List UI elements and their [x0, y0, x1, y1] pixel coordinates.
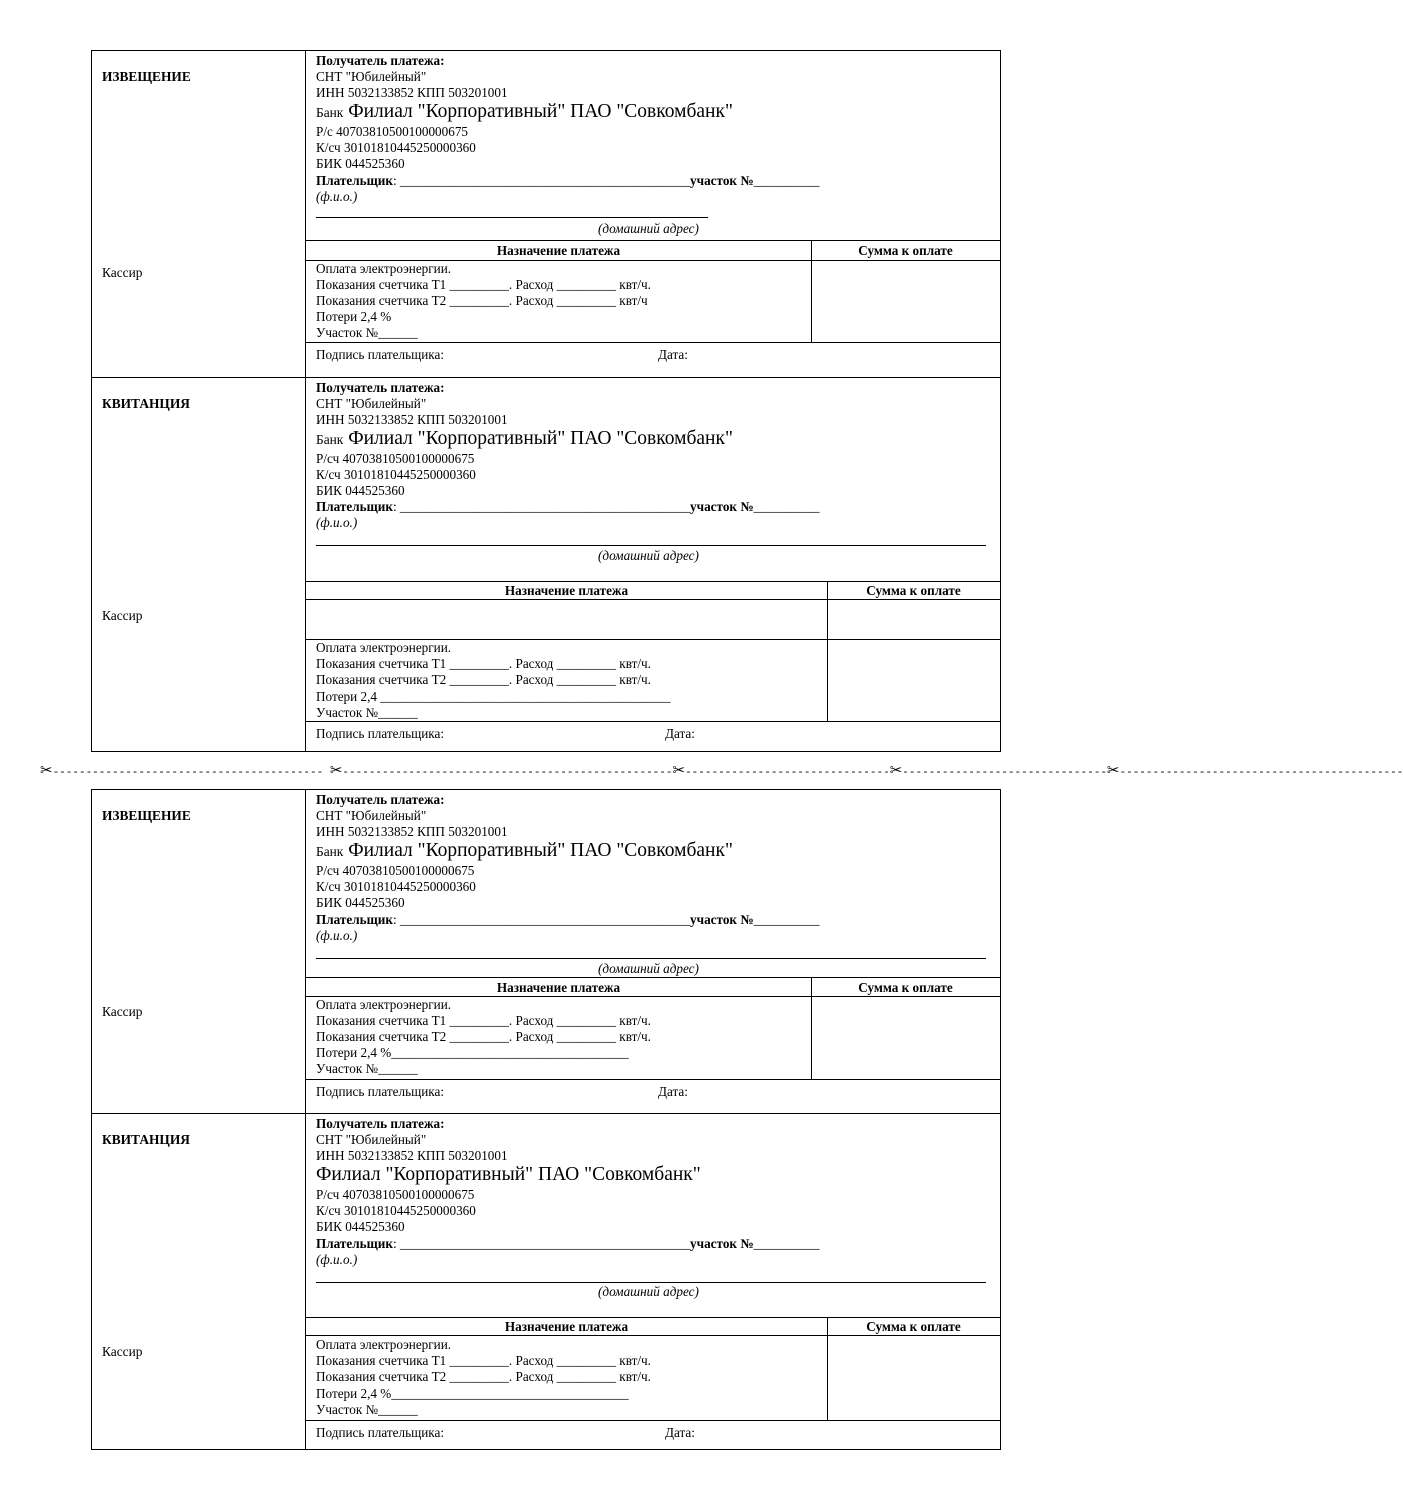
plot-number[interactable]: Участок №______	[316, 1402, 418, 1417]
electricity-text: Оплата электроэнергии.	[316, 1337, 452, 1352]
address-field[interactable]	[316, 958, 986, 959]
recipient-name: СНТ "Юбилейный"	[316, 1132, 427, 1147]
losses-text[interactable]: Потери 2,4 %____________________________________	[316, 1045, 629, 1060]
bank-line	[316, 101, 733, 124]
signature-row	[306, 721, 1000, 751]
notice-title: ИЗВЕЩЕНИЕ	[102, 808, 191, 823]
scissors-icon: ✂	[329, 761, 343, 779]
cashier-label: Кассир	[102, 608, 143, 623]
recipient-label: Получатель платежа:	[316, 792, 445, 807]
bank-line	[316, 840, 733, 863]
fio-caption: (ф.и.о.)	[316, 928, 358, 943]
plot-blank: __________	[753, 173, 820, 188]
address-caption: (домашний адрес)	[598, 221, 699, 236]
cashier-label: Кассир	[102, 1004, 143, 1019]
meter-t2[interactable]: Показания счетчика Т2 _________. Расход _________ квт/ч.	[316, 672, 651, 687]
column-separator	[827, 582, 828, 721]
bank-prefix: Банк	[316, 844, 344, 859]
plot-label: участок №	[690, 912, 754, 927]
inn-kpp: ИНН 5032133852 КПП 503201001	[316, 85, 508, 100]
address-field[interactable]	[316, 217, 708, 218]
payment-form-1	[91, 50, 1001, 752]
address-field[interactable]	[316, 545, 986, 546]
bank-line	[316, 428, 733, 451]
payer-label: Плательщик	[316, 499, 393, 514]
amount-header: Сумма к оплате	[858, 980, 953, 995]
payment-table	[306, 581, 1000, 721]
payer-line[interactable]	[316, 499, 820, 515]
payment-table	[306, 240, 1000, 342]
plot-number[interactable]: Участок №______	[316, 1061, 418, 1076]
notice-details	[306, 790, 1000, 1113]
meter-t2[interactable]: Показания счетчика Т2 _________. Расход _________ квт/ч.	[316, 1029, 651, 1044]
correspondent-account: К/сч 30101810445250000360	[316, 467, 476, 482]
receipt-title: КВИТАНЦИЯ	[102, 396, 190, 411]
payer-line[interactable]	[316, 1236, 820, 1252]
recipient-label: Получатель платежа:	[316, 380, 445, 395]
payment-form-2	[91, 789, 1001, 1450]
payer-line[interactable]	[316, 173, 820, 189]
correspondent-account: К/сч 30101810445250000360	[316, 140, 476, 155]
recipient-label: Получатель платежа:	[316, 53, 445, 68]
bank-prefix: Банк	[316, 105, 344, 120]
purpose-header: Назначение платежа	[496, 243, 621, 258]
meter-t1[interactable]: Показания счетчика Т1 _________. Расход _________ квт/ч.	[316, 1353, 651, 1368]
fio-caption: (ф.и.о.)	[316, 515, 358, 530]
purpose-header: Назначение платежа	[504, 583, 629, 598]
notice-title: ИЗВЕЩЕНИЕ	[102, 69, 191, 84]
scissors-icon: ✂	[672, 761, 686, 779]
scissors-icon: ✂	[889, 761, 903, 779]
correspondent-account: К/сч 30101810445250000360	[316, 879, 476, 894]
notice-details	[306, 51, 1000, 377]
signature-row	[306, 1079, 1000, 1114]
bank-name: Филиал "Корпоративный" ПАО "Совкомбанк"	[348, 101, 733, 122]
recipient-name: СНТ "Юбилейный"	[316, 808, 427, 823]
settlement-account: Р/сч 40703810500100000675	[316, 1187, 475, 1202]
recipient-label: Получатель платежа:	[316, 1116, 445, 1131]
correspondent-account: К/сч 30101810445250000360	[316, 1203, 476, 1218]
plot-blank: __________	[753, 912, 820, 927]
date-field[interactable]: Дата:	[665, 1425, 695, 1440]
recipient-name: СНТ "Юбилейный"	[316, 396, 427, 411]
receipt-details	[306, 378, 1000, 751]
fio-caption: (ф.и.о.)	[316, 189, 358, 204]
payer-signature[interactable]: Подпись плательщика:	[316, 347, 445, 362]
cut-dashes: -------------------------------	[685, 767, 890, 779]
meter-t2[interactable]: Показания счетчика Т2 _________. Расход _________ квт/ч	[316, 293, 648, 308]
recipient-name: СНТ "Юбилейный"	[316, 69, 427, 84]
payer-signature[interactable]: Подпись плательщика:	[316, 1084, 445, 1099]
plot-label: участок №	[690, 173, 754, 188]
payer-label: Плательщик	[316, 912, 393, 927]
receipt-title: КВИТАНЦИЯ	[102, 1132, 190, 1147]
payer-label: Плательщик	[316, 173, 393, 188]
payer-blank: : ____________________________________________	[392, 1236, 691, 1251]
losses-text[interactable]: Потери 2,4 ____________________________________________	[316, 689, 671, 704]
notice-section	[92, 790, 1000, 1114]
receipt-left-column	[92, 378, 306, 751]
meter-t2[interactable]: Показания счетчика Т2 _________. Расход _________ квт/ч.	[316, 1369, 651, 1384]
amount-header: Сумма к оплате	[866, 1319, 961, 1334]
meter-t1[interactable]: Показания счетчика Т1 _________. Расход _________ квт/ч.	[316, 1013, 651, 1028]
cut-dashes: -------------------------------------------	[1119, 767, 1403, 779]
settlement-account: Р/с 40703810500100000675	[316, 124, 469, 139]
cut-dashes: -------------------------------	[902, 767, 1107, 779]
date-field[interactable]: Дата:	[665, 726, 695, 741]
payer-signature[interactable]: Подпись плательщика:	[316, 726, 445, 741]
signature-row	[306, 342, 1000, 378]
amount-header: Сумма к оплате	[866, 583, 961, 598]
notice-section	[92, 51, 1000, 378]
bik: БИК 044525360	[316, 156, 405, 171]
losses-text[interactable]: Потери 2,4 %____________________________________	[316, 1386, 629, 1401]
receipt-details	[306, 1114, 1000, 1449]
fio-caption: (ф.и.о.)	[316, 1252, 358, 1267]
payment-table	[306, 977, 1000, 1079]
electricity-text: Оплата электроэнергии.	[316, 997, 452, 1012]
receipt-left-column	[92, 1114, 306, 1449]
meter-t1[interactable]: Показания счетчика Т1 _________. Расход _________ квт/ч.	[316, 277, 651, 292]
address-caption: (домашний адрес)	[598, 1284, 699, 1299]
plot-blank: __________	[753, 499, 820, 514]
purpose-header: Назначение платежа	[496, 980, 621, 995]
settlement-account: Р/сч 40703810500100000675	[316, 451, 475, 466]
inn-kpp: ИНН 5032133852 КПП 503201001	[316, 824, 508, 839]
cashier-label: Кассир	[102, 1344, 143, 1359]
settlement-account: Р/сч 40703810500100000675	[316, 863, 475, 878]
plot-label: участок №	[690, 499, 754, 514]
notice-left-column	[92, 790, 306, 1113]
bank-name: Филиал "Корпоративный" ПАО "Совкомбанк"	[348, 840, 733, 861]
payer-blank: : ____________________________________________	[392, 912, 691, 927]
payment-table	[306, 1317, 1000, 1420]
receipt-section	[92, 1114, 1000, 1449]
scissors-icon: ✂	[40, 761, 53, 779]
bik: БИК 044525360	[316, 1219, 405, 1234]
address-caption: (домашний адрес)	[598, 961, 699, 976]
electricity-text: Оплата электроэнергии.	[316, 640, 452, 655]
amount-header: Сумма к оплате	[858, 243, 953, 258]
bik: БИК 044525360	[316, 483, 405, 498]
cut-dashes: --------------------------------------------------	[342, 767, 673, 779]
bank-prefix: Банк	[316, 432, 344, 447]
bank-name: Филиал "Корпоративный" ПАО "Совкомбанк"	[348, 428, 733, 449]
plot-number[interactable]: Участок №______	[316, 325, 418, 340]
date-field[interactable]: Дата:	[658, 1084, 688, 1099]
payer-signature[interactable]: Подпись плательщика:	[316, 1425, 445, 1440]
plot-label: участок №	[690, 1236, 754, 1251]
electricity-text: Оплата электроэнергии.	[316, 261, 452, 276]
payer-label: Плательщик	[316, 1236, 393, 1251]
address-field[interactable]	[316, 1282, 986, 1283]
inn-kpp: ИНН 5032133852 КПП 503201001	[316, 412, 508, 427]
payer-blank: : ____________________________________________	[392, 173, 691, 188]
cut-line	[40, 761, 1403, 779]
signature-row	[306, 1420, 1000, 1449]
payer-line[interactable]	[316, 912, 820, 928]
plot-blank: __________	[753, 1236, 820, 1251]
cut-dashes: -----------------------------------------	[52, 767, 324, 779]
date-field[interactable]: Дата:	[658, 347, 688, 362]
inn-kpp: ИНН 5032133852 КПП 503201001	[316, 1148, 508, 1163]
notice-left-column	[92, 51, 306, 377]
cashier-label: Кассир	[102, 265, 143, 280]
receipt-section	[92, 378, 1000, 751]
address-caption: (домашний адрес)	[598, 548, 699, 563]
bik: БИК 044525360	[316, 895, 405, 910]
payer-blank: : ____________________________________________	[392, 499, 691, 514]
meter-t1[interactable]: Показания счетчика Т1 _________. Расход _________ квт/ч.	[316, 656, 651, 671]
losses-text: Потери 2,4 %	[316, 309, 392, 324]
bank-name: Филиал "Корпоративный" ПАО "Совкомбанк"	[316, 1164, 701, 1185]
scissors-icon: ✂	[1106, 761, 1120, 779]
purpose-header: Назначение платежа	[504, 1319, 629, 1334]
plot-number[interactable]: Участок №______	[316, 705, 418, 720]
